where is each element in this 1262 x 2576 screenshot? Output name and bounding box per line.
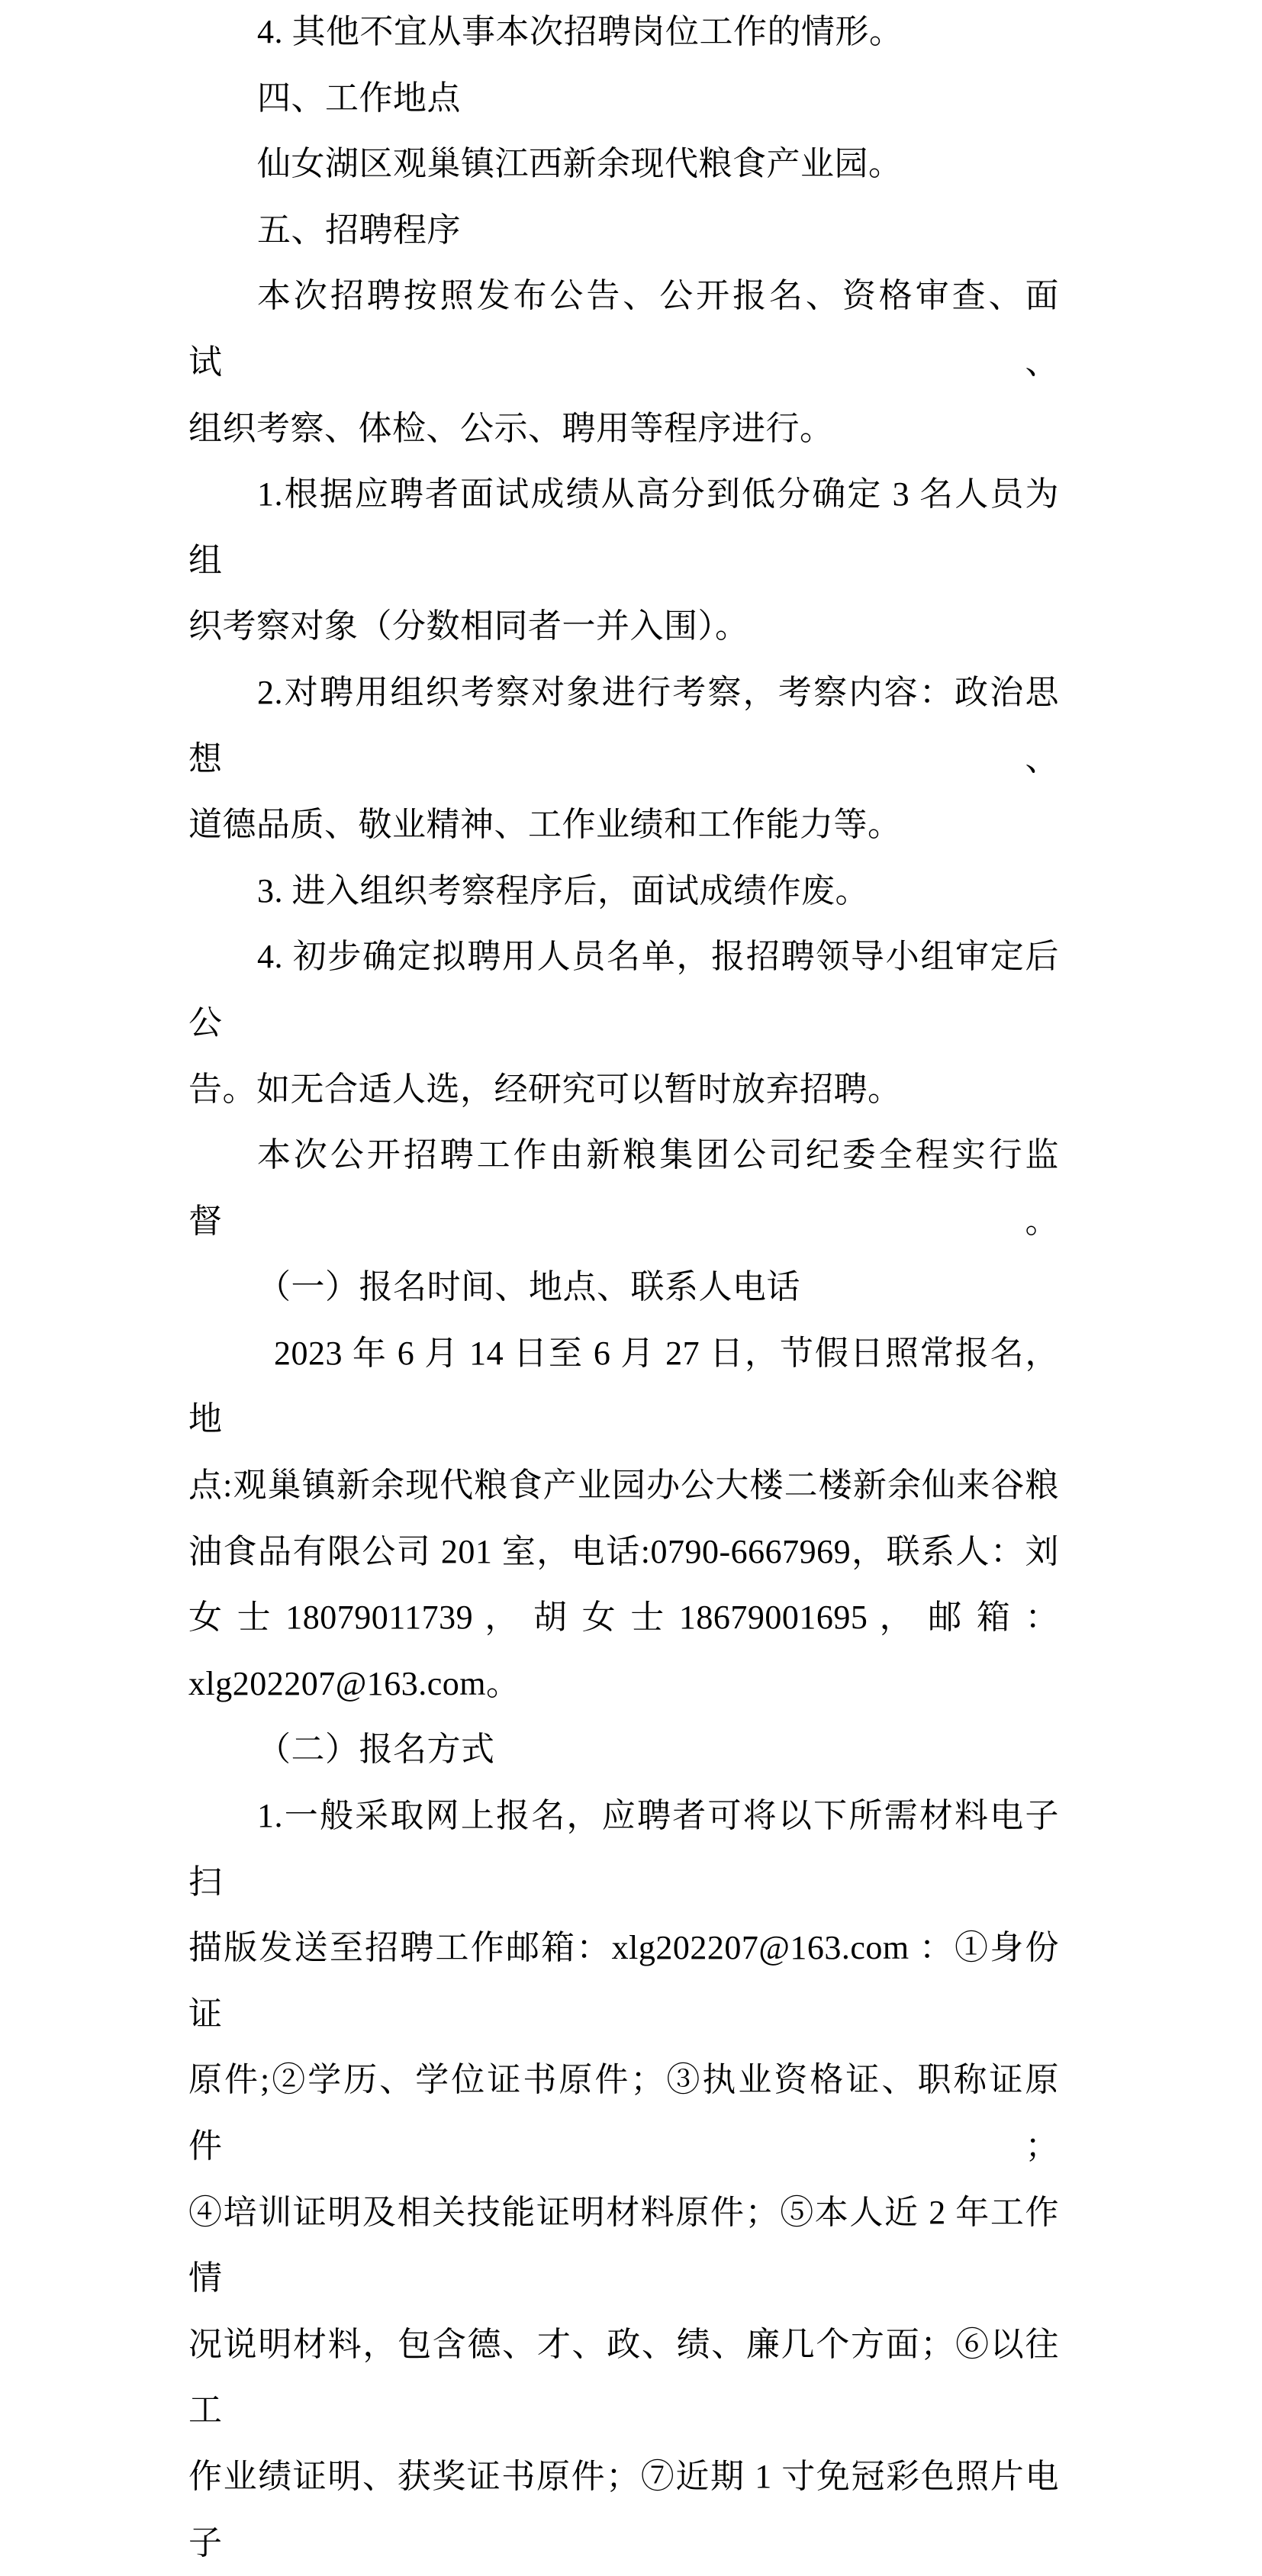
text-line: 本次公开招聘工作由新粮集团公司纪委全程实行监督。 [188,1136,1059,1240]
text-line: 3. 进入组织考察程序后，面试成绩作废。 [257,871,869,910]
text-line: 油食品有限公司 201 室，电话:0790-6667969，联系人：刘 [188,1532,1059,1570]
text-line: 4. 初步确定拟聘用人员名单，报招聘领导小组审定后公 [188,938,1059,1042]
text-line: （一）报名时间、地点、联系人电话 [257,1268,800,1306]
text-line: 作业绩证明、获奖证书原件；⑦近期 1 寸免冠彩色照片电子 [188,2457,1059,2562]
text-line: 组织考察、体检、公示、聘用等程序进行。 [188,409,834,447]
text-line: 四、工作地点 [257,79,461,117]
text-line: 原件;②学历、学位证书原件；③执业资格证、职称证原件； [188,2061,1059,2165]
text-line: 况说明材料，包含德、才、政、绩、廉几个方面；⑥以往工 [188,2325,1059,2429]
text-line: 道德品质、敬业精神、工作业绩和工作能力等。 [188,806,902,844]
text-line: 织考察对象（分数相同者一并入围）。 [188,607,749,646]
text-line: 告。如无合适人选，经研究可以暂时放弃招聘。 [188,1070,902,1108]
text-line: 本次招聘按照发布公告、公开报名、资格审查、面试、 [188,277,1059,381]
text-line: xlg202207@163.com。 [188,1664,520,1702]
text-line: 2.对聘用组织考察对象进行考察，考察内容：政治思想、 [188,673,1059,778]
text-line: ④培训证明及相关技能证明材料原件；⑤本人近 2 年工作情 [188,2193,1059,2297]
document-text-block [188,0,1059,2576]
text-line: 点:观巢镇新余现代粮食产业园办公大楼二楼新余仙来谷粮 [188,1467,1059,1505]
text-line: 仙女湖区观巢镇江西新余现代粮食产业园。 [257,145,903,183]
text-line: 描版发送至招聘工作邮箱：xlg202207@163.com ：①身份证 [188,1929,1059,2033]
text-line: 2023 年 6 月 14 日至 6 月 27 日，节假日照常报名，地 [188,1334,1059,1438]
text-line: 1.根据应聘者面试成绩从高分到低分确定 3 名人员为组 [188,475,1059,579]
text-line: （二）报名方式 [257,1731,495,1769]
text-line: 1.一般采取网上报名，应聘者可将以下所需材料电子扫 [188,1797,1059,1901]
text-line: 4. 其他不宜从事本次招聘岗位工作的情形。 [257,13,903,50]
text-line: 五、招聘程序 [257,211,461,249]
text-line: 女 士 18079011739 ， 胡 女 士 18679001695 ， 邮 箱 ： [188,1599,1059,1637]
